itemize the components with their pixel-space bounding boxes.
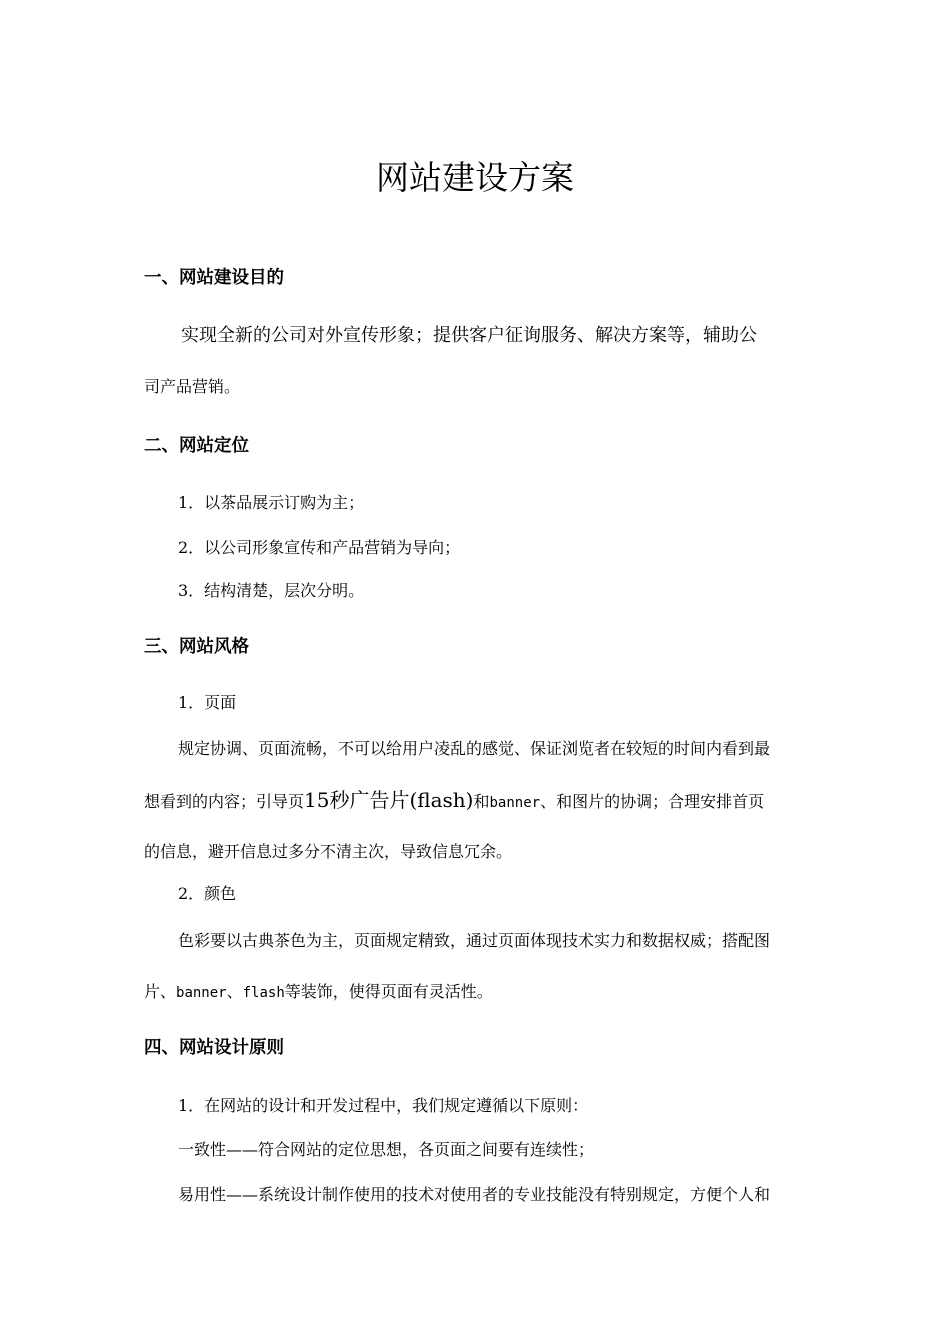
purpose-paragraph-line1: 实现全新的公司对外宣传形象；提供客户征询服务、解决方案等，辅助公 — [181, 325, 757, 346]
style-page-line2-text-a: 想看到的内容；引导页 — [144, 792, 305, 811]
style-page-line2 — [144, 784, 764, 813]
style-color-line2-text-a: 片、 — [144, 982, 177, 1001]
document-title: 网站建设方案 — [376, 158, 574, 197]
style-page-line3: 的信息，避开信息过多分不清主次，导致信息冗余。 — [144, 842, 513, 861]
style-color-line2-text-c: 、 — [226, 982, 243, 1001]
principles-line1: 1．在网站的设计和开发过程中，我们规定遵循以下原则： — [178, 1096, 589, 1115]
purpose-paragraph-line2: 司产品营销。 — [144, 377, 241, 396]
style-color-line2-flash: flash — [242, 985, 285, 1001]
style-page-line2-banner: banner — [489, 795, 541, 811]
principles-line2: 一致性——符合网站的定位思想，各页面之间要有连续性； — [178, 1140, 595, 1159]
style-page-line2-flash-ad: 15秒广告片(flash) — [304, 788, 474, 812]
style-page-line1: 规定协调、页面流畅，不可以给用户凌乱的感觉、保证浏览者在较短的时间内看到最 — [178, 739, 771, 758]
style-sub-heading-page: 1．页面 — [178, 693, 237, 712]
style-color-line2-text-e: 等装饰，使得页面有灵活性。 — [284, 982, 493, 1001]
positioning-item-3: 3．结构清楚，层次分明。 — [178, 581, 365, 600]
style-color-line1: 色彩要以古典茶色为主，页面规定精致，通过页面体现技术实力和数据权威；搭配图 — [178, 931, 771, 950]
style-color-line2-banner: banner — [176, 985, 227, 1001]
section-heading-positioning: 二、网站定位 — [144, 436, 249, 456]
section-heading-style: 三、网站风格 — [144, 637, 249, 657]
principles-line3: 易用性——系统设计制作使用的技术对使用者的专业技能没有特别规定，方便个人和 — [178, 1185, 771, 1204]
style-page-line2-text-c: 和 — [473, 792, 490, 811]
positioning-item-1: 1．以茶品展示订购为主； — [178, 493, 365, 512]
section-heading-purpose: 一、网站建设目的 — [144, 268, 284, 288]
positioning-item-2: 2．以公司形象宣传和产品营销为导向； — [178, 538, 461, 557]
section-heading-principles: 四、网站设计原则 — [144, 1038, 284, 1058]
style-color-line2 — [144, 979, 493, 1002]
style-sub-heading-color: 2．颜色 — [178, 884, 237, 903]
style-page-line2-text-e: 、和图片的协调；合理安排首页 — [540, 792, 765, 811]
